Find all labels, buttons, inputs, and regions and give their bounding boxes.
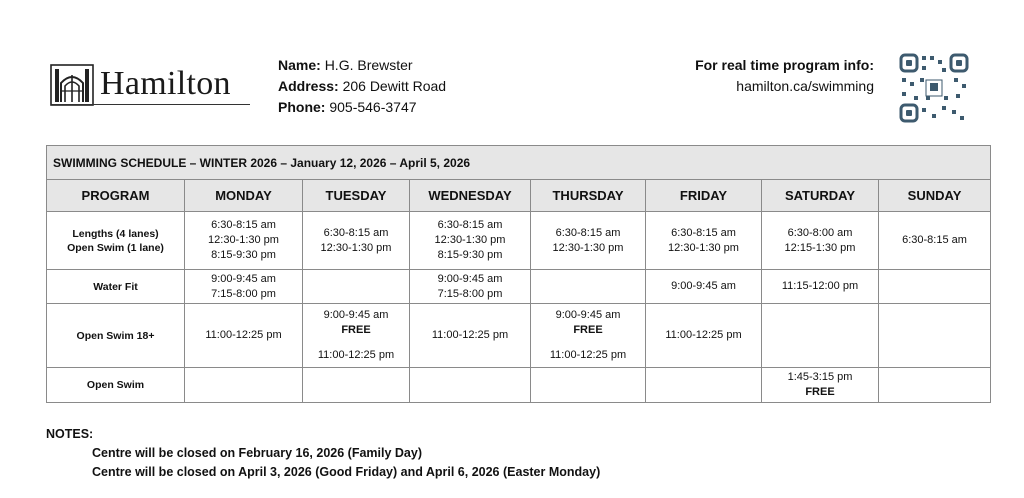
- program-name: [47, 212, 185, 270]
- time-slot: 12:30-1:30 pm: [434, 234, 506, 246]
- schedule-row: [47, 304, 991, 368]
- schedule-cell: [762, 270, 879, 304]
- free-label: FREE: [805, 386, 835, 398]
- schedule-cell: [531, 368, 646, 403]
- schedule-cell: [410, 212, 531, 270]
- program-name-line: Open Swim 18+: [76, 329, 155, 342]
- time-slot: 6:30-8:15 am: [902, 234, 967, 246]
- hamilton-crest-icon: [50, 61, 94, 107]
- time-slot: 9:00-9:45 am: [555, 309, 621, 321]
- schedule-row: [47, 212, 991, 270]
- schedule-cell: [410, 270, 531, 304]
- program-name-line: Open Swim: [86, 379, 145, 391]
- time-slot: 11:00-12:25 pm: [549, 349, 627, 361]
- time-slot: 7:15-8:00 pm: [211, 287, 276, 300]
- note-item: Centre will be closed on April 3, 2026 (Good Friday) and April 6, 2026 (Easter Monday): [92, 465, 601, 479]
- time-slot: 12:15-1:30 pm: [784, 241, 856, 254]
- schedule-cell: [185, 212, 303, 270]
- schedule-cell: [185, 304, 303, 368]
- time-slot: 6:30-8:15 am: [323, 226, 389, 239]
- schedule-cell: [410, 368, 531, 403]
- schedule-cell: [762, 368, 879, 403]
- schedule-cell: [303, 270, 410, 304]
- address-value: 206 Dewitt Road: [342, 78, 447, 94]
- time-slot: 12:30-1:30 pm: [208, 234, 279, 246]
- schedule-cell: [879, 368, 991, 403]
- time-slot: 8:15-9:30 pm: [211, 249, 276, 261]
- column-header-monday: MONDAY: [185, 180, 303, 212]
- brand-name: Hamilton: [100, 65, 231, 102]
- free-label: FREE: [341, 324, 371, 336]
- schedule-cell: [531, 270, 646, 304]
- time-slot: 6:30-8:00 am: [787, 226, 853, 239]
- contact-address: [278, 76, 446, 97]
- time-slot: 12:30-1:30 pm: [552, 241, 624, 254]
- schedule-cell: [762, 304, 879, 368]
- qr-code-icon: [898, 52, 970, 124]
- schedule-cell: [410, 304, 531, 368]
- swimming-schedule-table: [46, 145, 991, 403]
- time-slot: 9:00-9:45 am: [211, 272, 276, 285]
- program-name: [47, 368, 185, 403]
- time-slot: 9:00-9:45 am: [671, 280, 736, 292]
- realtime-info: [695, 55, 874, 97]
- time-slot: 12:30-1:30 pm: [320, 241, 392, 254]
- schedule-cell: [531, 304, 646, 368]
- phone-label: Phone:: [278, 99, 326, 115]
- column-header-tuesday: TUESDAY: [303, 180, 410, 212]
- program-name-line: Water Fit: [93, 280, 138, 293]
- schedule-title: SWIMMING SCHEDULE – WINTER 2026 – January 12, 2026 – April 5, 2026: [47, 146, 991, 180]
- schedule-cell: [762, 212, 879, 270]
- time-slot: 6:30-8:15 am: [555, 226, 621, 239]
- schedule-cell: [185, 270, 303, 304]
- column-header-wednesday: WEDNESDAY: [410, 180, 531, 212]
- program-name: [47, 270, 185, 304]
- schedule-row: [47, 270, 991, 304]
- schedule-cell: [185, 368, 303, 403]
- column-header-thursday: THURSDAY: [531, 180, 646, 212]
- time-slot: 6:30-8:15 am: [211, 219, 276, 231]
- time-slot: 1:45-3:15 pm: [787, 371, 853, 383]
- schedule-cell: [879, 304, 991, 368]
- phone-value: 905-546-3747: [329, 99, 417, 115]
- time-slot: 11:00-12:25 pm: [431, 329, 509, 341]
- notes-title: NOTES:: [46, 427, 94, 441]
- contact-block: [278, 55, 446, 118]
- schedule-cell: [303, 212, 410, 270]
- column-header-friday: FRIDAY: [646, 180, 762, 212]
- address-label: Address:: [278, 78, 339, 94]
- time-slot: 12:30-1:30 pm: [668, 241, 739, 254]
- schedule-cell: [531, 212, 646, 270]
- schedule-title-row: [47, 146, 991, 180]
- time-slot: 7:15-8:00 pm: [437, 287, 503, 300]
- schedule-cell: [646, 304, 762, 368]
- time-slot: 6:30-8:15 am: [437, 219, 503, 231]
- column-header-program: PROGRAM: [47, 180, 185, 212]
- realtime-title: For real time program info:: [695, 57, 874, 73]
- time-slot: 11:00-12:25 pm: [317, 349, 395, 361]
- realtime-url[interactable]: hamilton.ca/swimming: [736, 78, 874, 94]
- note-item: Centre will be closed on February 16, 2026 (Family Day): [92, 446, 422, 460]
- time-slot: 11:15-12:00 pm: [781, 280, 859, 292]
- schedule-cell: [303, 368, 410, 403]
- schedule-cell: [646, 368, 762, 403]
- time-slot: 8:15-9:30 pm: [437, 249, 503, 261]
- hamilton-logo: [50, 58, 260, 110]
- schedule-body: [47, 212, 991, 403]
- schedule-cell: [646, 212, 762, 270]
- time-slot: 11:00-12:25 pm: [205, 329, 282, 341]
- name-label: Name:: [278, 57, 321, 73]
- contact-name: [278, 55, 446, 76]
- logo-underline: [52, 104, 250, 105]
- notes-section: [46, 425, 600, 482]
- time-slot: 6:30-8:15 am: [671, 226, 736, 239]
- schedule-header-row: [47, 180, 991, 212]
- program-name: [47, 304, 185, 368]
- name-value: H.G. Brewster: [324, 57, 413, 73]
- program-name-line: Lengths (4 lanes): [72, 227, 159, 240]
- column-header-sunday: SUNDAY: [879, 180, 991, 212]
- free-label: FREE: [573, 324, 603, 336]
- schedule-cell: [879, 212, 991, 270]
- schedule-cell: [879, 270, 991, 304]
- column-header-saturday: SATURDAY: [762, 180, 879, 212]
- time-slot: 9:00-9:45 am: [323, 309, 389, 321]
- time-slot: 11:00-12:25 pm: [665, 329, 742, 341]
- program-name-line: Open Swim (1 lane): [67, 241, 164, 254]
- schedule-cell: [646, 270, 762, 304]
- contact-phone: [278, 97, 446, 118]
- time-slot: 9:00-9:45 am: [437, 272, 503, 285]
- schedule-row: [47, 368, 991, 403]
- schedule-cell: [303, 304, 410, 368]
